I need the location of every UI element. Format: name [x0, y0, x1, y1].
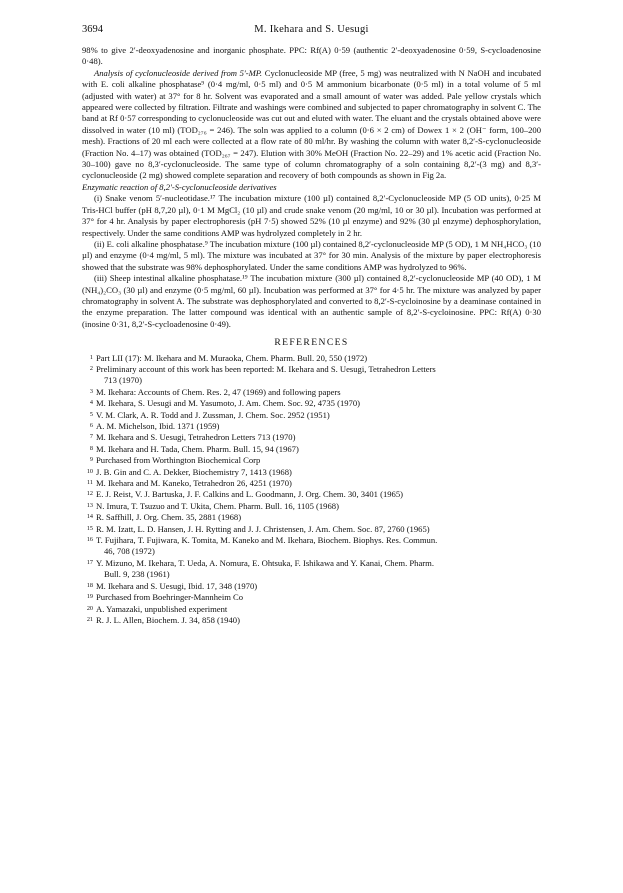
- reference-text: Bull. 9, 238 (1961): [104, 569, 170, 580]
- page-number: 3694: [82, 24, 103, 35]
- reference-item: [82, 615, 541, 626]
- reference-item: [82, 558, 541, 581]
- paragraph-continuation: 98% to give 2′-deoxyadenosine and inorganic phosphate. PPC: Rf(A) 0·59 (authentic 2′-deoxyadenosine 0·59, S-cycloadenosine 0·48).: [82, 45, 541, 67]
- reference-text: Part LII (17): M. Ikehara and M. Muraoka, Chem. Pharm. Bull. 20, 550 (1972): [96, 352, 368, 363]
- section-heading: Analysis of cyclonucleoside derived from 5′-MP.: [94, 67, 263, 78]
- reference-text: R. J. L. Allen, Biochem. J. 34, 858 (1940): [96, 614, 240, 625]
- reference-text: V. M. Clark, A. R. Todd and J. Zussman, J. Chem. Soc. 2952 (1951): [96, 409, 330, 420]
- reference-text: Purchased from Worthington Biochemical Corp: [96, 455, 261, 466]
- reference-text: Preliminary account of this work has been reported: M. Ikehara and S. Uesugi, Tetrahedron Letters: [96, 363, 436, 374]
- reference-text: M. Ikehara and H. Tada, Chem. Pharm. Bull. 15, 94 (1967): [96, 443, 299, 454]
- reference-number: 11: [87, 479, 93, 487]
- references-heading: REFERENCES: [274, 337, 349, 349]
- reference-text: Y. Mizuno, M. Ikehara, T. Ueda, A. Nomura, E. Ohtsuka, F. Ishikawa and Y. Kanai, Chem. Pharm.: [96, 557, 434, 568]
- reference-number: 7: [89, 433, 93, 441]
- reference-item: [82, 410, 541, 421]
- subsection-heading: Enzymatic reaction of 8,2′-S-cyclonucleoside derivatives: [82, 181, 277, 192]
- page-header: [82, 24, 541, 38]
- article-body: [82, 45, 541, 626]
- paragraph-cyclonucleoside-analysis: Analysis of cyclonucleoside derived from 5′-MP. Cyclonucleoside MP (free, 5 mg) was neutralized with N NaOH and incubated with E. coli alkaline phosphatase⁹ (0·4 mg/ml, 0·5 ml) and 0·5 M ammonium bicarbonate (0·5 ml) in a total volume of 5 ml (adjusted with water) at 37° for 8 hr. Solvent was evaporated and a small amount of water was added. Pale yellow crystals which appeared were collected by filtration. Filtrate and washings were combined and subjected to paper chromatography in solvent C. The band at Rf 0·57 corresponding to cyclonucleoside was cut out and eluted with water. The eluant and the crystals obtained above were dissolved in water (10 ml) (TOD₂₇₆ = 246). The soln was applied to a column (0·6 × 2 cm) of Dowex 1 × 2 (OH⁻ form, 100–200 mesh). Fractions of 20 ml each were collected at a flow rate of 80 ml/hr. By washing the column with water 8,2′-S-cyclonucleoside (Fraction No. 4–17) was obtained (TOD₂₆₇ = 247). Elution with 30% MeOH (Fraction No. 22–29) and 1% acetic acid (Fraction No. 30–100) gave no 8,3′-cyclonucleoside. The same type of column chromatography of a soln containing 8,2′-(3 mg) and 8,3′-cyclonucleoside (2 mg) showed complete separation and recovery of both compounds as shown in Fig 2a.: [82, 67, 541, 181]
- reference-number: 16: [86, 536, 93, 544]
- reference-text: M. Ikehara and S. Uesugi, Ibid. 17, 348 (1970): [96, 580, 258, 591]
- reference-number: 5: [89, 410, 93, 418]
- reference-text: M. Ikehara, S. Uesugi and M. Yasumoto, J. Am. Chem. Soc. 92, 4735 (1970): [96, 398, 361, 409]
- paragraph-snake-venom: (i) Snake venom 5′-nucleotidase.¹⁷ The incubation mixture (100 µl) contained 8,2′-Cyclonucleoside MP (5 OD units), 0·25 M Tris-HCl buffer (pH 8,7,20 µl), 0·1 M MgCl₂ (10 µl) and crude snake venom (20 mg/ml, 10 or 30 µl). Incubation was performed at 37° for 4 hr. Analysis by paper electrophoresis (pH 7·5) showed 52% (10 µl enzyme) and 92% (30 µl enzyme) dephosphorylation, respectively. Under the same conditions AMP was hydrolyzed completely in 2 hr.: [82, 193, 541, 238]
- reference-text: M. Ikehara: Accounts of Chem. Res. 2, 47 (1969) and following papers: [96, 386, 341, 397]
- reference-text: 46, 708 (1972): [104, 546, 155, 557]
- reference-text: A. Yamazaki, unpublished experiment: [96, 603, 228, 614]
- paragraph-sheep-phosphatase: (iii) Sheep intestinal alkaline phosphatase.¹⁹ The incubation mixture (300 µl) contained 8,2′-cyclonucleoside MP (40 OD), 1 M (NH₄)₂CO₃ (30 µl) and enzyme (0·5 mg/ml, 60 µl). Incubation was performed at 37° for 4·5 hr. The mixture was analyzed by paper chromatography in solvent A. The substrate was dephosphorylated and converted to 8,2′-S-cycloinosine by a deaminase contained in the enzyme preparation. The latter compound was identical with an authentic sample of 8,2′-S-cycloinosine. PPC: Rf(A) 0·30 (inosine 0·31, 8,2′-S-cycloadenosine 0·49).: [82, 273, 541, 329]
- reference-number: 6: [89, 422, 93, 429]
- reference-item: [82, 432, 541, 443]
- reference-number: 19: [86, 593, 93, 601]
- reference-text: E. J. Reist, V. J. Bartuska, J. F. Calkins and L. Goodmann, J. Org. Chem. 30, 3401 (1965): [96, 489, 404, 500]
- reference-number: 21: [86, 615, 93, 623]
- reference-text: M. Ikehara and S. Uesugi, Tetrahedron Letters 713 (1970): [96, 432, 296, 443]
- reference-number: 1: [89, 353, 93, 361]
- reference-item: [82, 581, 541, 592]
- reference-number: 10: [86, 467, 93, 475]
- reference-item: [82, 421, 541, 432]
- reference-item: [82, 524, 541, 535]
- reference-item: [82, 467, 541, 478]
- reference-text: R. Saffhill, J. Org. Chem. 35, 2881 (1968): [96, 512, 242, 523]
- reference-number: 12: [86, 490, 93, 498]
- reference-number: 14: [86, 513, 93, 521]
- running-title: M. Ikehara and S. Uesugi: [254, 24, 369, 35]
- reference-text: R. M. Izatt, L. D. Hansen, J. H. Rytting and J. J. Christensen, J. Am. Chem. Soc. 87, 2760 (1965): [96, 523, 430, 534]
- reference-item: [82, 592, 541, 603]
- references-list: [82, 353, 541, 627]
- reference-number: 18: [86, 581, 93, 589]
- reference-item: [82, 501, 541, 512]
- reference-item: [82, 364, 541, 387]
- reference-text: N. Imura, T. Tsuzuo and T. Ukita, Chem. Pharm. Bull. 16, 1105 (1968): [96, 500, 339, 511]
- reference-item: [82, 478, 541, 489]
- reference-text: J. B. Gin and C. A. Dekker, Biochemistry 7, 1413 (1968): [96, 466, 292, 477]
- reference-item: [82, 512, 541, 523]
- reference-item: [82, 535, 541, 558]
- reference-text: T. Fujihara, T. Fujiwara, K. Tomita, M. Kaneko and M. Ikehara, Biochem. Biophys. Res. Commun.: [96, 535, 438, 546]
- reference-number: 20: [86, 604, 93, 612]
- reference-number: 13: [86, 501, 93, 509]
- reference-text: M. Ikehara and M. Kaneko, Tetrahedron 26, 4251 (1970): [96, 478, 292, 489]
- reference-number: 4: [89, 399, 93, 407]
- paragraph-ecoli-phosphatase: (ii) E. coli alkaline phosphatase.⁹ The incubation mixture (100 µl) contained 8,2′-cyclonucleoside MP (5 OD), 1 M NH₄HCO₃ (10 µl) and enzyme (0·4 mg/ml, 5 ml). The mixture was incubated at 37° for 30 min. Analysis of the mixture by paper electrophoresis showed that the substrate was 98% dephosphorylated. Under the same conditions AMP was hydrolyzed to 96%.: [82, 238, 541, 272]
- reference-item: [82, 387, 541, 398]
- reference-item: [82, 489, 541, 500]
- reference-number: 3: [89, 387, 93, 395]
- reference-item: [82, 444, 541, 455]
- reference-text: A. M. Michelson, Ibid. 1371 (1959): [96, 421, 220, 431]
- reference-item: [82, 353, 541, 364]
- reference-number: 9: [89, 456, 93, 464]
- reference-item: [82, 398, 541, 409]
- reference-number: 8: [89, 444, 93, 452]
- reference-text: 713 (1970): [104, 375, 142, 386]
- reference-number: 15: [86, 524, 93, 532]
- reference-text: Purchased from Boehringer-Mannheim Co: [96, 592, 244, 603]
- reference-item: [82, 455, 541, 466]
- reference-number: 2: [89, 364, 93, 372]
- reference-item: [82, 604, 541, 615]
- reference-number: 17: [86, 558, 93, 566]
